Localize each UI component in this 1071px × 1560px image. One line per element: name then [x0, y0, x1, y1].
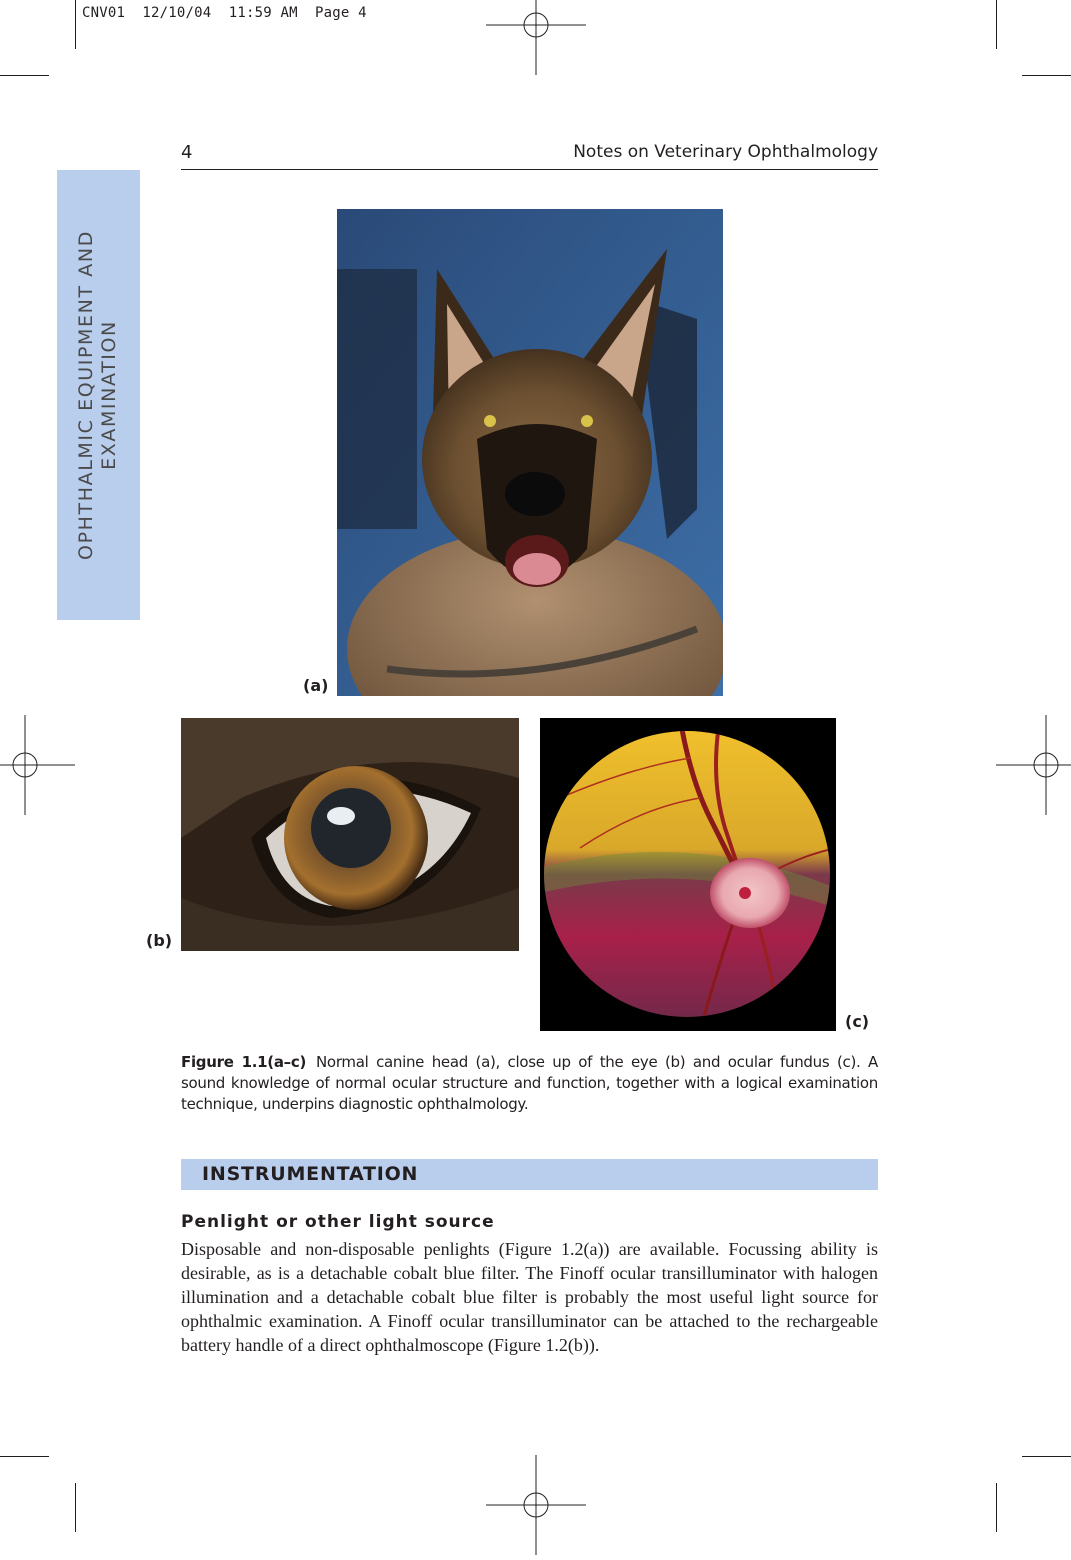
registration-mark-right	[991, 710, 1071, 820]
figure-label-c: (c)	[845, 1012, 870, 1031]
body-paragraph: Disposable and non-disposable penlights (Figure 1.2(a)) are available. Focussing ability is desirable, as is a detachable cobalt blue filter. The Finoff ocular transilluminator with halogen illumination and a detachable cobalt blue filter is probably the most useful light source for ophthalmic examination. A Finoff ocular transilluminator can be attached to the rechargeable battery handle of a direct ophthalmoscope (Figure 1.2(b)).	[181, 1239, 878, 1355]
registration-mark-left	[0, 710, 80, 820]
crop-mark-top-left-horizontal	[0, 75, 49, 76]
section-heading-bar	[181, 1159, 878, 1190]
figure-caption	[181, 1052, 878, 1115]
figure-label-b: (b)	[146, 931, 173, 950]
registration-mark-bottom	[481, 1450, 591, 1560]
crop-mark-top-right-horizontal	[1022, 75, 1071, 76]
running-title: Notes on Veterinary Ophthalmology	[573, 142, 878, 162]
crop-mark-top-right-vertical	[996, 0, 997, 49]
figure-caption-label: Figure 1.1(a–c)	[181, 1053, 307, 1071]
page-number: 4	[181, 142, 193, 163]
figure-caption-text: Normal canine head (a), close up of the eye (b) and ocular fundus (c). A sound knowledge of normal ocular structure and function, together with a logical examination technique, underpins diagnostic ophthalmology.	[181, 1053, 878, 1113]
figure-label-a: (a)	[303, 676, 329, 695]
section-title: INSTRUMENTATION	[202, 1163, 419, 1185]
crop-mark-bottom-right-vertical	[996, 1483, 997, 1532]
crop-mark-bottom-right-horizontal	[1022, 1456, 1071, 1457]
crop-mark-top-left-vertical	[75, 0, 76, 49]
figure-image-ocular-fundus	[540, 718, 836, 1031]
registration-mark-top	[481, 0, 591, 80]
chapter-side-tab-text	[75, 185, 121, 605]
crop-mark-bottom-left-horizontal	[0, 1456, 49, 1457]
side-tab-line-2: EXAMINATION	[98, 320, 120, 470]
side-tab-line-1: OPHTHALMIC EQUIPMENT AND	[75, 230, 97, 560]
header-rule	[181, 169, 878, 170]
subheading: Penlight or other light source	[181, 1212, 495, 1232]
figure-image-eye-closeup	[181, 718, 519, 951]
crop-mark-bottom-left-vertical	[75, 1483, 76, 1532]
figure-image-dog-head	[337, 209, 723, 696]
chapter-side-tab	[57, 170, 140, 620]
printer-slug: CNV01 12/10/04 11:59 AM Page 4	[82, 5, 367, 21]
